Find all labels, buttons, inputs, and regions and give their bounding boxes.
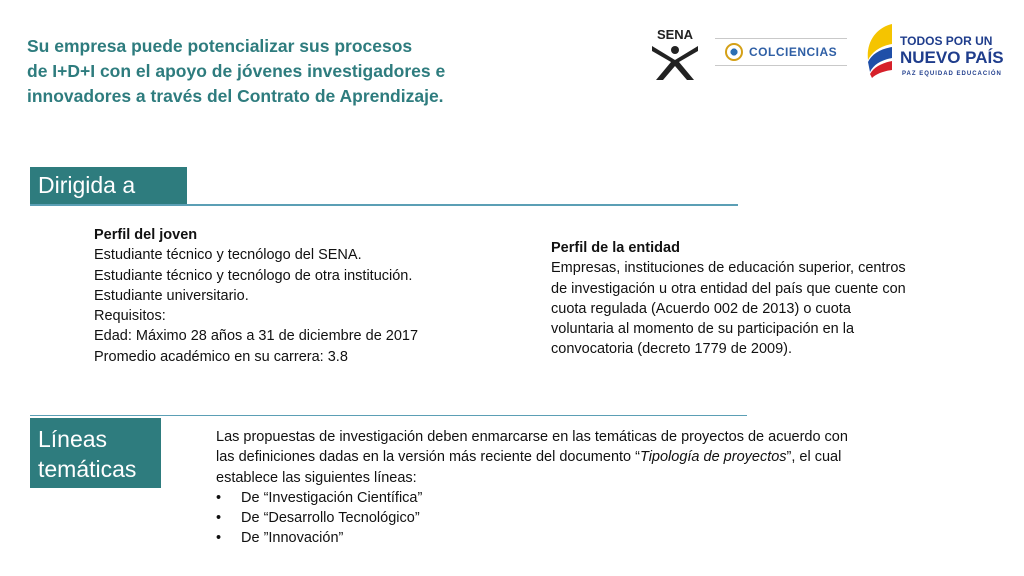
header-line: innovadores a través del Contrato de Aprendizaje. [27, 86, 444, 106]
perfil-entidad-line: convocatoria (decreto 1779 de 2009). [551, 341, 793, 358]
sena-logo-label: SENA [656, 27, 694, 42]
section-divider [30, 204, 738, 206]
bullet-icon: • [216, 489, 222, 506]
list-item [216, 488, 906, 508]
section-lineas-title-line2: temáticas [38, 456, 137, 482]
tpunp-line3: PAZ EQUIDAD EDUCACIÓN [902, 71, 1002, 77]
perfil-joven-line: Estudiante técnico y tecnólogo del SENA. [94, 247, 362, 264]
tpunp-line2: NUEVO PAÍS [900, 48, 1004, 67]
colciencias-logo [715, 38, 847, 66]
document-title: Tipología de proyectos [639, 449, 787, 466]
perfil-entidad-line: de investigación u otra entidad del país que cuente con [551, 280, 906, 297]
bullet-icon: • [216, 510, 222, 527]
perfil-joven-block [94, 225, 418, 367]
perfil-joven-title: Perfil del joven [94, 227, 198, 243]
flag-wing-icon [862, 20, 902, 80]
perfil-joven-line: Estudiante universitario. [94, 287, 249, 304]
header-text [27, 34, 497, 109]
colombia-seal-icon [725, 43, 743, 61]
perfil-joven-line: Estudiante técnico y tecnólogo de otra institución. [94, 267, 413, 284]
perfil-joven-line: Requisitos: [94, 308, 166, 325]
lineas-intro-text: las definiciones dadas en la versión más reciente del documento “ [216, 449, 640, 466]
perfil-joven-line: Edad: Máximo 28 años a 31 de diciembre de 2017 [94, 328, 419, 345]
section-lineas-title-line1: Líneas [38, 426, 108, 452]
sena-logo-mark [646, 24, 704, 82]
section-divider [30, 415, 747, 416]
todos-por-un-nuevo-pais-logo [862, 20, 1004, 82]
lineas-tematicas-block [216, 427, 906, 549]
perfil-entidad-block [551, 238, 906, 360]
header-line: de I+D+I con el apoyo de jóvenes investigadores e [27, 61, 446, 81]
sena-logo [646, 24, 704, 82]
perfil-entidad-line: Empresas, instituciones de educación superior, centros [551, 260, 906, 277]
list-item-label: De “Investigación Científica” [241, 489, 423, 506]
lineas-intro-text: ”, el cual [786, 449, 842, 466]
header-line: Su empresa puede potencializar sus procesos [27, 36, 413, 56]
lineas-intro-line: Las propuestas de investigación deben enmarcarse en las temáticas de proyectos de acuerdo con [216, 429, 848, 445]
list-item [216, 508, 906, 528]
perfil-entidad-line: cuota regulada (Acuerdo 002 de 2013) o cuota [551, 300, 851, 317]
list-item-label: De ”Innovación” [241, 530, 344, 547]
tpunp-line1: TODOS POR UN [900, 34, 993, 48]
section-lineas-title [30, 418, 161, 488]
perfil-joven-line: Promedio académico en su carrera: 3.8 [94, 348, 348, 365]
colciencias-label: COLCIENCIAS [749, 45, 838, 59]
perfil-entidad-line: voluntaria al momento de su participación en la [551, 321, 855, 338]
lineas-intro-line: establece las siguientes líneas: [216, 469, 417, 486]
section-dirigida-title: Dirigida a [30, 167, 187, 204]
list-item-label: De “Desarrollo Tecnológico” [241, 510, 420, 527]
lineas-intro-line [216, 447, 906, 467]
list-item [216, 528, 906, 548]
bullet-icon: • [216, 530, 222, 547]
perfil-entidad-title: Perfil de la entidad [551, 240, 680, 256]
